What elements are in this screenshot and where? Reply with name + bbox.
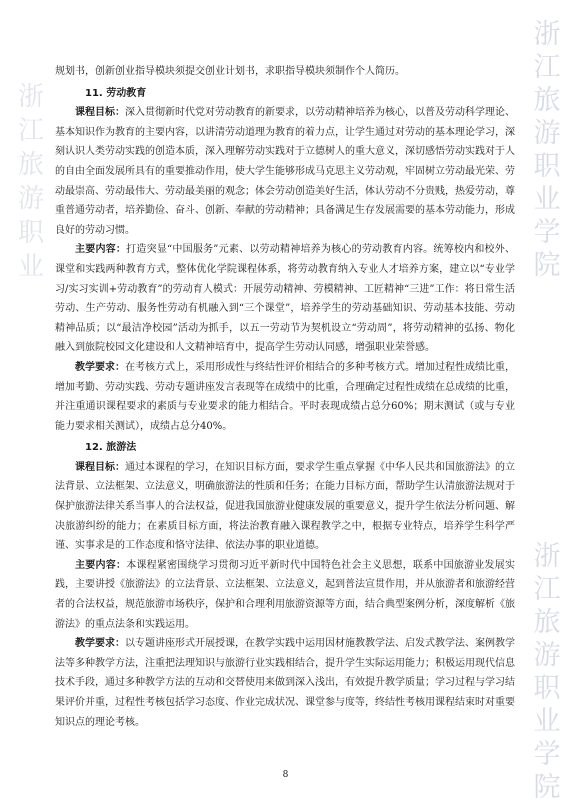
watermark-char: 职 bbox=[533, 151, 561, 182]
req-text: 以专题讲座形式开展授课，在教学实践中运用因材施教教学法、启发式教学法、案例教学法等多种教学方法，注重把法理知识与旅游行业实践相结合，提升学生实际运用能力；积极运用现代信息技术手段，通过多种教学方法的互动和交替使用来做到深入浅出，有效提升教学质量；学习过程与学习结果评价并重，过程性考核包括学习态度、作业完成状况、课堂参与度等，终结性考核用课程结束时对重要知识点的理论考核。 bbox=[55, 638, 515, 728]
section-12-requirements bbox=[55, 634, 515, 732]
content-label: 主要内容： bbox=[75, 559, 127, 571]
watermark-char: 游 bbox=[17, 184, 44, 214]
document-body bbox=[55, 62, 515, 732]
watermark-char: 院 bbox=[533, 250, 561, 281]
req-label: 教学要求： bbox=[75, 638, 125, 650]
watermark-char: 浙 bbox=[533, 541, 561, 572]
goal-label: 课程目标： bbox=[75, 461, 125, 473]
college-watermark-top bbox=[527, 18, 567, 282]
watermark-char: 业 bbox=[533, 184, 561, 215]
watermark-char: 江 bbox=[533, 574, 561, 605]
section-12-goal bbox=[55, 458, 515, 556]
goal-label: 课程目标： bbox=[75, 107, 125, 119]
college-watermark-left bbox=[10, 80, 52, 280]
section-11-requirements bbox=[55, 358, 515, 436]
watermark-char: 江 bbox=[533, 52, 561, 83]
watermark-char: 旅 bbox=[17, 150, 44, 180]
watermark-char: 旅 bbox=[533, 85, 561, 116]
req-label: 教学要求： bbox=[75, 361, 125, 373]
watermark-char: 旅 bbox=[533, 607, 561, 638]
section-12-heading: 12. 旅游法 bbox=[85, 442, 137, 454]
section-11-goal bbox=[55, 103, 515, 240]
req-text: 在考核方式上，采用形成性与终结性评价相结合的多种考核方式。增加过程性成绩比重，增加考勤、劳动实践、劳动专题讲座发言表现等在成绩中的比重，合理确定过程性成绩在总成绩的比重，并注重通识课程要求的素质与专业要求的能力相结合。平时表现成绩占总分60%；期末测试（或与专业能力要求相关测试），成绩占总分40%。 bbox=[55, 361, 515, 432]
college-watermark-bottom bbox=[527, 540, 567, 804]
watermark-char: 院 bbox=[533, 772, 561, 803]
watermark-char: 业 bbox=[533, 706, 561, 737]
section-11-content bbox=[55, 240, 515, 358]
watermark-char: 浙 bbox=[533, 19, 561, 50]
watermark-char: 学 bbox=[533, 739, 561, 770]
watermark-char: 游 bbox=[533, 118, 561, 149]
section-11-heading: 11. 劳动教育 bbox=[85, 87, 147, 99]
goal-text: 通过本课程的学习，在知识目标方面，要求学生重点掌握《中华人民共和国旅游法》的立法背景、立法框架、立法意义，明确旅游法的性质和任务；在能力目标方面，帮助学生认清旅游法规对于保护旅游法律关系当事人的合法权益，促进我国旅游业健康发展的重要意义，提升学生依法分析问题、解决旅游纠纷的能力；在素质目标方面，将法治教育融入课程教学之中，根据专业特点，培养学生科学严谨、实事求是的工作态度和恪守法律、依法办事的职业道德。 bbox=[55, 461, 515, 552]
watermark-char: 游 bbox=[533, 640, 561, 671]
content-text: 本课程紧密围绕学习贯彻习近平新时代中国特色社会主义思想，联系中国旅游业发展实践，主要讲授《旅游法》的立法背景、立法框架、立法意义，起到普法宣贯作用，并从旅游者和旅游经营者的合法权益，规范旅游市场秩序，保护和合理利用旅游资源等方面，结合典型案例分析，深度解析《旅游法》的重点法条和实践运用。 bbox=[55, 559, 516, 630]
page-number: 8 bbox=[282, 770, 289, 780]
watermark-char: 学 bbox=[533, 217, 561, 248]
watermark-char: 职 bbox=[533, 673, 561, 704]
section-12-content bbox=[55, 556, 515, 634]
watermark-char: 业 bbox=[17, 252, 44, 282]
goal-text: 深入贯彻新时代党对劳动教育的新要求，以劳动精神培养为核心，以普及劳动科学理论、基本知识作为教育的主要内容，以讲清劳动道理为教育的着力点，让学生通过对劳动的基本理论学习，深刻认识人类劳动实践的创造本质，深入理解劳动实践对于立德树人的重大意义，深切感悟劳动实践对于人的自由全面发展所具有的重要推动作用，使大学生能够形成马克思主义劳动观，牢固树立劳动最光荣、劳动最崇高、劳动最伟大、劳动最美丽的观念；体会劳动创造美好生活，体认劳动不分贵贱，热爱劳动，尊重普通劳动者，培养勤俭、奋斗、创新、奉献的劳动精神；具备满足生存发展需要的基本劳动能力，形成良好的劳动习惯。 bbox=[55, 107, 515, 236]
watermark-char: 浙 bbox=[17, 82, 44, 112]
watermark-char: 职 bbox=[17, 218, 44, 248]
content-text: 打造突显“中国服务”元素、以劳动精神培养为核心的劳动教育内容。统筹校内和校外、课堂和实践两种教育方式，整体优化学院课程体系，将劳动教育纳入专业人才培养方案，建立以“专业学习/实习实训+劳动教育”的劳动育人模式：开展劳动精神、劳模精神、工匠精神“三进”工作：将日常生活劳动、生产劳动、服务性劳动有机融入到“三个课堂”，培养学生的劳动基础知识、劳动基本技能、劳动精神品质；以“最洁净校园”活动为抓手，以五一劳动节为契机设立“劳动周”，将劳动精神的弘扬、物化融入到旅院校园文化建设和人文精神培育中，提高学生劳动认同感，增强职业荣誉感。 bbox=[55, 244, 515, 354]
watermark-char: 江 bbox=[17, 116, 44, 146]
intro-line: 规划书，创新创业指导模块须提交创业计划书，求职指导模块须制作个人简历。 bbox=[55, 66, 405, 77]
content-label: 主要内容： bbox=[75, 244, 127, 256]
